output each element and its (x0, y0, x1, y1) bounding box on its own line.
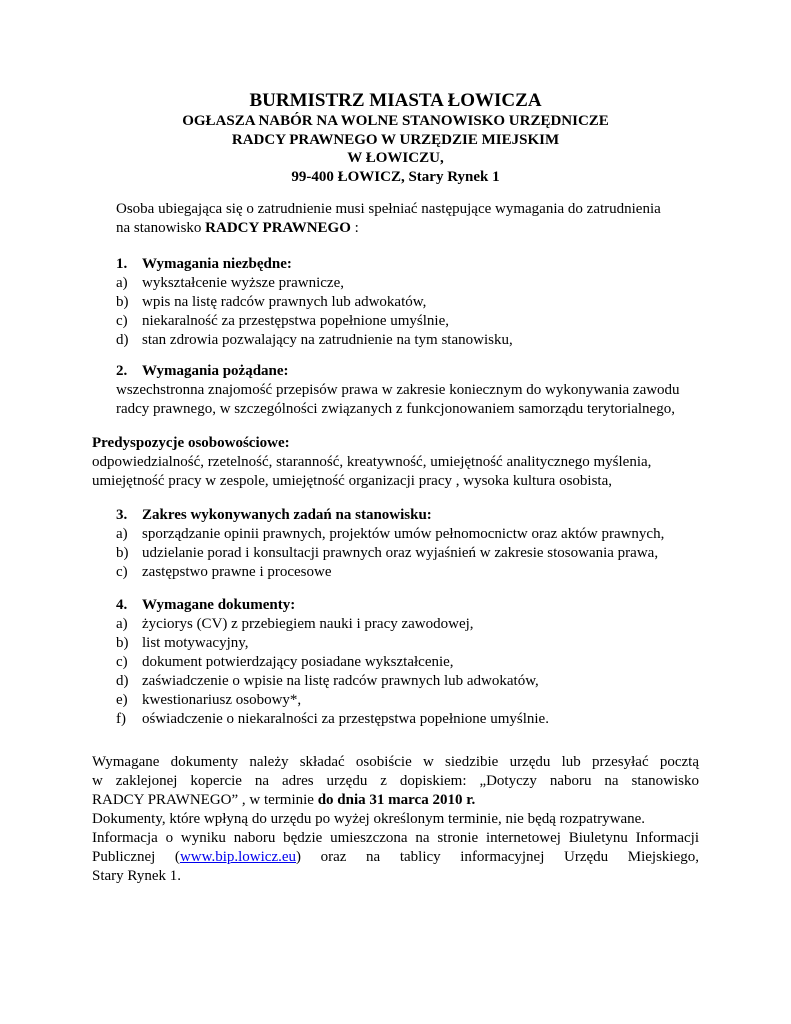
list-item-text: zaświadczenie o wpisie na listę radców prawnych lub adwokatów, (142, 673, 539, 689)
section-title: Wymagania niezbędne: (142, 256, 292, 272)
list-item (116, 274, 716, 293)
list-item (116, 710, 716, 729)
list-item-label: f) (116, 711, 126, 727)
bip-link[interactable]: www.bip.lowicz.eu (179, 849, 297, 865)
bip-suffix: ) oraz na tablicy informacyjnej Urzędu Miejskiego, (296, 849, 699, 865)
list-item-text: zastępstwo prawne i procesowe (142, 564, 332, 580)
section-number: 1. (116, 256, 128, 272)
announcement-header (0, 90, 791, 186)
list-item (116, 615, 716, 634)
deadline-date: do dnia 31 marca 2010 r. (317, 792, 476, 808)
list-item-label: c) (116, 313, 128, 329)
section-duties (116, 506, 716, 582)
bip-prefix: Publicznej ( (92, 849, 180, 865)
list-item-label: a) (116, 616, 128, 632)
section-heading (116, 255, 716, 274)
section-heading (116, 506, 716, 525)
list-item-label: a) (116, 275, 128, 291)
list-item-label: e) (116, 692, 128, 708)
predispositions-line-1: odpowiedzialność, rzetelność, staranność, kreatywność, umiejętność analitycznego myślenia, (92, 454, 652, 470)
intro-line-1: Osoba ubiegająca się o zatrudnienie musi spełniać następujące wymagania do zatrudnienia (116, 201, 661, 217)
list-item-label: b) (116, 294, 129, 310)
section-number: 4. (116, 597, 128, 613)
section-text-line-1: wszechstronna znajomość przepisów prawa w zakresie koniecznym do wykonywania zawodu (116, 382, 680, 398)
list-item-label: c) (116, 564, 128, 580)
intro-line-2 (116, 219, 716, 238)
section-title: Zakres wykonywanych zadań na stanowisku: (142, 507, 432, 523)
submission-info (92, 753, 699, 886)
list-item-text: dokument potwierdzający posiadane wykształcenie, (142, 654, 454, 670)
section-documents (116, 596, 716, 729)
intro-prefix: na stanowisko (116, 220, 206, 236)
list-item (116, 672, 716, 691)
list-item-text: sporządzanie opinii prawnych, projektów umów pełnomocnictw oraz aktów prawnych, (142, 526, 665, 542)
list-item (116, 691, 716, 710)
submission-line-1: Wymagane dokumenty należy składać osobiście w siedzibie urzędu lub przesyłać pocztą (92, 754, 699, 770)
header-line-2: RADCY PRAWNEGO W URZĘDZIE MIEJSKIM (231, 131, 560, 148)
section-required (116, 255, 716, 350)
list-item (116, 525, 716, 544)
section-number: 2. (116, 363, 128, 379)
list-item-text: stan zdrowia pozwalający na zatrudnienie na tym stanowisku, (142, 332, 513, 348)
list-item-text: udzielanie porad i konsultacji prawnych oraz wyjaśnień w zakresie stosowania prawa, (142, 545, 659, 561)
list-item (116, 563, 716, 582)
intro-suffix: : (350, 220, 359, 236)
submission-line-2: w zaklejonej kopercie na adres urzędu z dopiskiem: „Dotyczy naboru na stanowisko (92, 773, 699, 789)
list-item-text: niekaralność za przestępstwa popełnione umyślnie, (142, 313, 449, 329)
predispositions-heading: Predyspozycje osobowościowe: (92, 435, 290, 451)
header-line-4: 99-400 ŁOWICZ, Stary Rynek 1 (291, 168, 500, 185)
section-title: Wymagania pożądane: (142, 363, 289, 379)
list-item-text: oświadczenie o niekaralności za przestępstwa popełnione umyślnie. (142, 711, 549, 727)
header-title: BURMISTRZ MIASTA ŁOWICZA (249, 90, 542, 111)
list-item-label: a) (116, 526, 128, 542)
list-item-label: b) (116, 545, 129, 561)
list-item-text: list motywacyjny, (142, 635, 249, 651)
position-name: RADCY PRAWNEGO (205, 220, 351, 236)
list-item-label: c) (116, 654, 128, 670)
section-predispositions (92, 434, 712, 491)
section-text-line-2: radcy prawnego, w szczególności związanych z funkcjonowaniem samorządu terytorialnego, (116, 401, 675, 417)
list-item-label: b) (116, 635, 129, 651)
list-item-text: wpis na listę radców prawnych lub adwokatów, (142, 294, 427, 310)
section-number: 3. (116, 507, 128, 523)
header-line-1: OGŁASZA NABÓR NA WOLNE STANOWISKO URZĘDNICZE (182, 113, 609, 129)
predispositions-line-2: umiejętność pracy w zespole, umiejętność organizacji pracy , wysoka kultura osobista, (92, 473, 612, 489)
list-item (116, 331, 716, 350)
section-heading (116, 596, 716, 615)
submission-line-5: Informacja o wyniku naboru będzie umieszczona na stronie internetowej Biuletynu Informacji (92, 830, 699, 846)
header-line-3: W ŁOWICZU, (347, 150, 444, 166)
list-item-text: wykształcenie wyższe prawnicze, (142, 275, 344, 291)
deadline-prefix: RADCY PRAWNEGO” , w terminie (92, 792, 318, 808)
submission-line-3 (92, 791, 699, 810)
list-item-label: d) (116, 673, 129, 689)
list-item-text: życiorys (CV) z przebiegiem nauki i pracy zawodowej, (142, 616, 474, 632)
section-desired (116, 362, 716, 419)
submission-line-7: Stary Rynek 1. (92, 868, 181, 884)
list-item-label: d) (116, 332, 129, 348)
list-item (116, 544, 716, 563)
list-item (116, 293, 716, 312)
submission-line-4: Dokumenty, które wpłyną do urzędu po wyżej określonym terminie, nie będą rozpatrywane. (92, 811, 646, 827)
list-item (116, 312, 716, 331)
list-item-text: kwestionariusz osobowy*, (142, 692, 302, 708)
submission-line-6 (92, 848, 699, 867)
section-title: Wymagane dokumenty: (142, 597, 296, 613)
intro-paragraph (116, 200, 716, 238)
list-item (116, 653, 716, 672)
section-heading (116, 362, 716, 381)
list-item (116, 634, 716, 653)
